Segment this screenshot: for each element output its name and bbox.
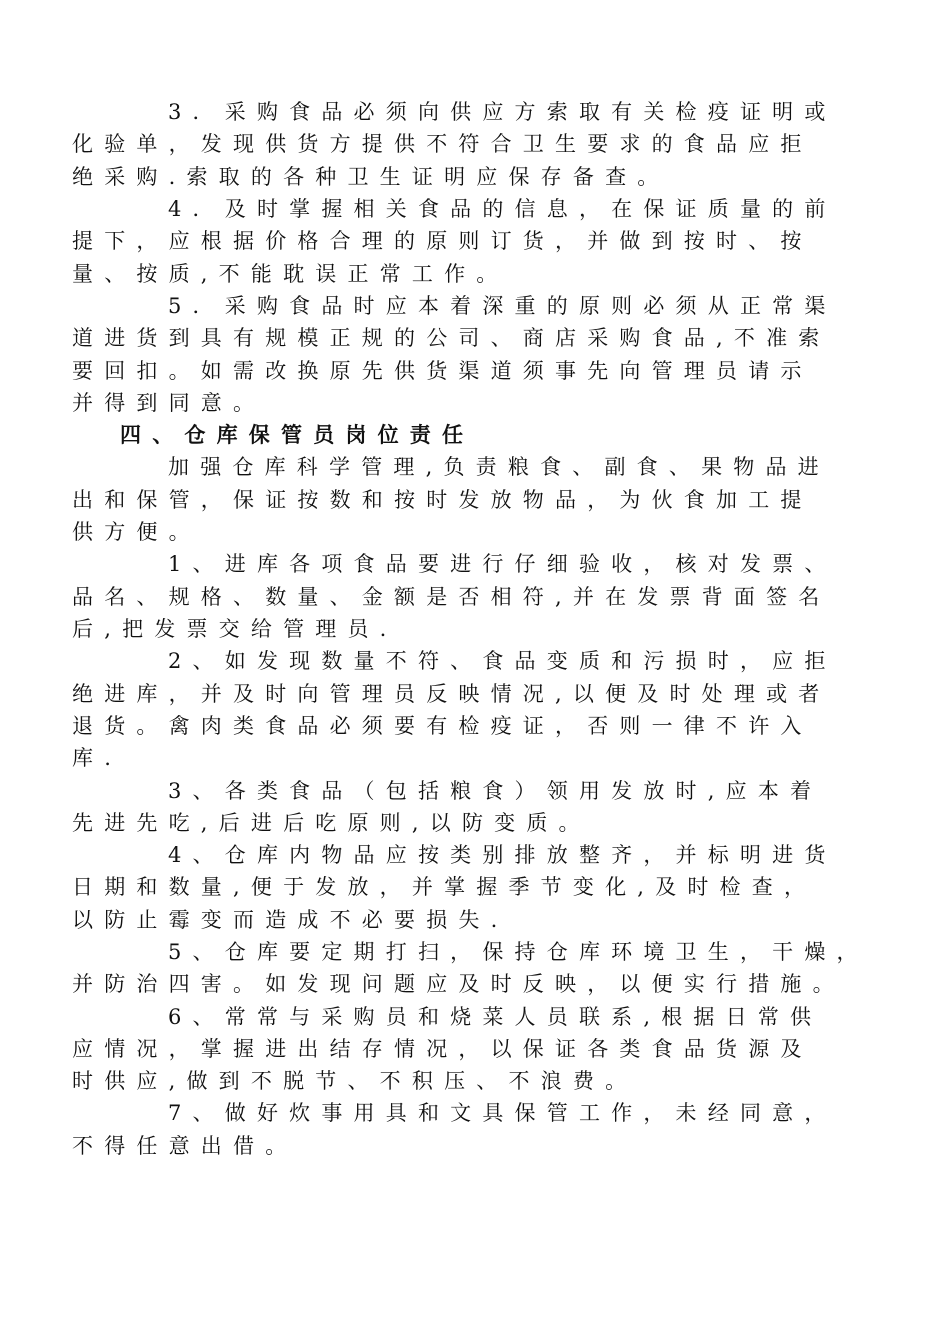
paragraph-line: 先进先吃,后进后吃原则,以防变质。 bbox=[72, 811, 591, 835]
paragraph-line: 4、仓库内物品应按类别排放整齐，并标明进货 bbox=[168, 843, 837, 867]
paragraph-line: 5．采购食品时应本着深重的原则必须从正常渠 bbox=[168, 294, 837, 318]
paragraph-line: 不得任意出借。 bbox=[72, 1134, 298, 1158]
paragraph-line: 提下，应根据价格合理的原则订货，并做到按时、按 bbox=[72, 229, 813, 253]
paragraph-line: 应情况，掌握进出结存情况，以保证各类食品货源及 bbox=[72, 1037, 813, 1061]
section-heading: 四、仓库保管员岗位责任 bbox=[120, 422, 475, 447]
paragraph-line: 并得到同意。 bbox=[72, 391, 266, 415]
paragraph-line: 加强仓库科学管理,负责粮食、副食、果物品进 bbox=[168, 455, 830, 479]
paragraph-line: 并防治四害。如发现问题应及时反映，以便实行措施。 bbox=[72, 972, 845, 996]
paragraph-line: 以防止霉变而造成不必要损失. bbox=[72, 908, 509, 932]
paragraph-line: 日期和数量,便于发放，并掌握季节变化,及时检查， bbox=[72, 875, 817, 899]
paragraph-line: 要回扣。如需改换原先供货渠道须事先向管理员请示 bbox=[72, 359, 813, 383]
paragraph-line: 3．采购食品必须向供应方索取有关检疫证明或 bbox=[168, 100, 837, 124]
paragraph-line: 时供应,做到不脱节、不积压、不浪费。 bbox=[72, 1069, 638, 1093]
paragraph-line: 1、进库各项食品要进行仔细验收，核对发票、 bbox=[168, 552, 837, 576]
paragraph-line: 后,把发票交给管理员. bbox=[72, 617, 398, 641]
paragraph-line: 5、仓库要定期打扫，保持仓库环境卫生，干燥， bbox=[168, 940, 869, 964]
paragraph-line: 道进货到具有规模正规的公司、商店采购食品,不准索 bbox=[72, 326, 831, 350]
paragraph-line: 绝采购.索取的各种卫生证明应保存备查。 bbox=[72, 165, 670, 189]
paragraph-line: 出和保管，保证按数和按时发放物品，为伙食加工提 bbox=[72, 488, 813, 512]
paragraph-line: 3、各类食品（包括粮食）领用发放时,应本着 bbox=[168, 779, 823, 803]
paragraph-line: 4．及时掌握相关食品的信息，在保证质量的前 bbox=[168, 197, 837, 221]
paragraph-line: 库. bbox=[72, 746, 123, 770]
paragraph-line: 7、做好炊事用具和文具保管工作，未经同意， bbox=[168, 1101, 837, 1125]
paragraph-line: 绝进库，并及时向管理员反映情况,以便及时处理或者 bbox=[72, 682, 831, 706]
paragraph-line: 供方便。 bbox=[72, 520, 201, 544]
paragraph-line: 品名、规格、数量、金额是否相符,并在发票背面签名 bbox=[72, 585, 831, 609]
paragraph-line: 6、常常与采购员和烧菜人员联系,根据日常供 bbox=[168, 1005, 823, 1029]
paragraph-line: 量、按质,不能耽误正常工作。 bbox=[72, 262, 509, 286]
paragraph-line: 退货。禽肉类食品必须要有检疫证，否则一律不许入 bbox=[72, 714, 813, 738]
paragraph-line: 2、如发现数量不符、食品变质和污损时，应拒 bbox=[168, 649, 837, 673]
paragraph-line: 化验单，发现供货方提供不符合卫生要求的食品应拒 bbox=[72, 132, 813, 156]
